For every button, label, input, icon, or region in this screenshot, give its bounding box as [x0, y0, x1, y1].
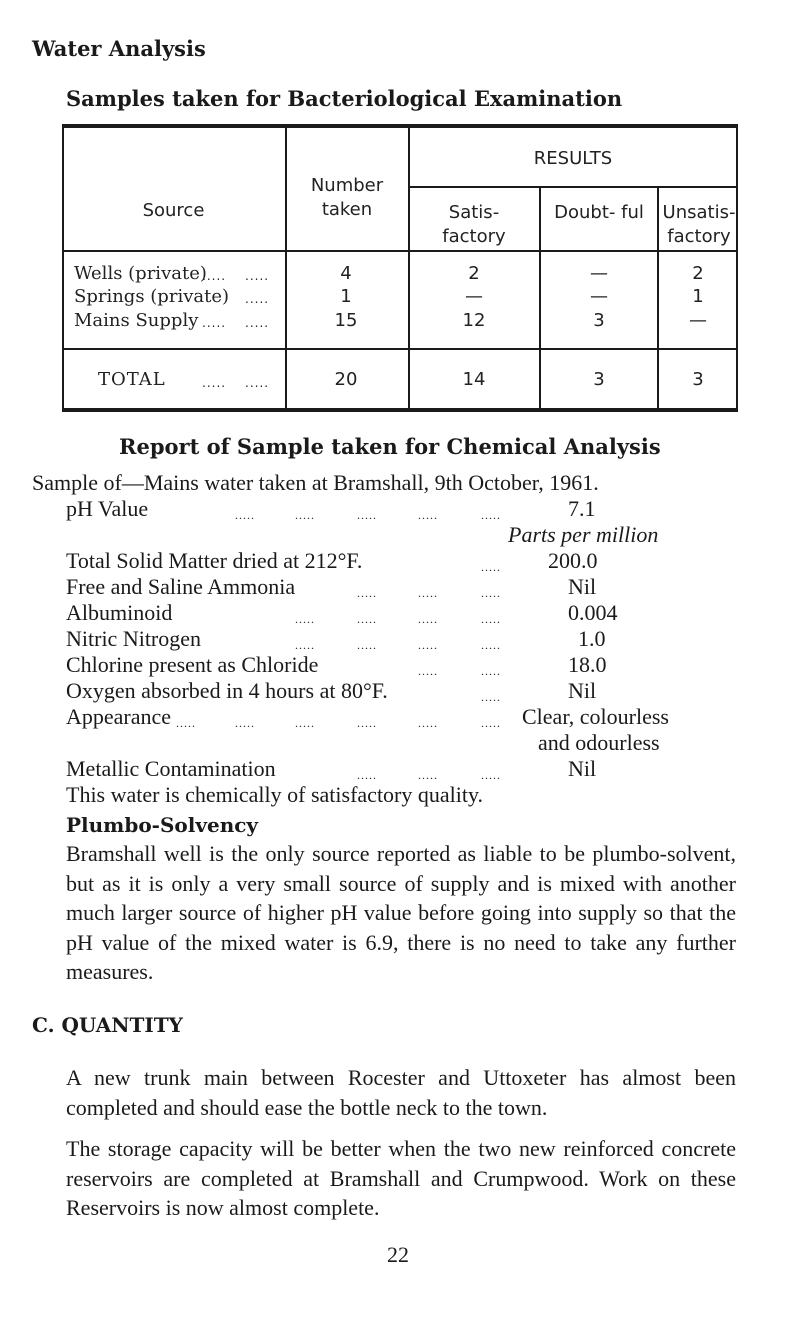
analysis-value: 200.0: [548, 548, 598, 573]
table-cell-unsatisfactory: —: [689, 310, 707, 331]
leader-dots: .....: [202, 376, 227, 390]
leader-dots: .....: [481, 560, 501, 574]
header-unsatisfactory: Unsatis- factory: [662, 202, 736, 247]
page-number: 22: [387, 1242, 409, 1267]
table-total-unsatisfactory: 3: [692, 369, 704, 390]
analysis-label: Albuminoid: [66, 600, 173, 625]
table-cell-number: 1: [340, 286, 352, 307]
leader-dots: .....: [481, 690, 501, 704]
leader-dots: .....: [418, 664, 438, 678]
leader-dots: .....: [245, 376, 270, 390]
table-top-rule: [62, 124, 738, 128]
appearance-value: Clear, colourless: [522, 704, 669, 729]
leader-dots: .....: [295, 716, 315, 730]
leader-dots: .....: [202, 316, 227, 330]
leader-dots: .....: [357, 638, 377, 652]
analysis-label: Nitric Nitrogen: [66, 626, 202, 651]
header-results: RESULTS: [533, 148, 613, 169]
leader-dots: .....: [357, 586, 377, 600]
table-cell-source: Springs (private): [74, 286, 230, 307]
ph-label: pH Value: [66, 496, 149, 521]
table-total-satisfactory: 14: [462, 369, 486, 390]
results-header-rule: [408, 186, 738, 188]
metallic-value: Nil: [568, 756, 597, 781]
page-heading: Water Analysis: [32, 36, 206, 61]
total-top-rule: [62, 348, 738, 350]
bacteriological-table: [62, 124, 738, 412]
table-cell-unsatisfactory: 1: [692, 286, 704, 307]
table-cell-satisfactory: —: [465, 286, 483, 307]
analysis-label: Total Solid Matter dried at 212°F.: [66, 548, 363, 573]
conclusion-text: This water is chemically of satisfactory quality.: [66, 782, 484, 807]
header-source: Source: [142, 200, 205, 221]
leader-dots: .....: [418, 638, 438, 652]
analysis-label: Oxygen absorbed in 4 hours at 80°F.: [66, 678, 388, 703]
leader-dots: .....: [295, 508, 315, 522]
leader-dots: .....: [418, 508, 438, 522]
column-divider: [657, 186, 659, 412]
quantity-paragraph: A new trunk main between Rocester and Uttoxeter has almost been completed and should ease the bottle neck to the town.: [66, 1065, 736, 1120]
analysis-value: 18.0: [568, 652, 607, 677]
table-cell-doubtful: 3: [593, 310, 605, 331]
table-cell-doubtful: —: [590, 286, 608, 307]
analysis-label: Chlorine present as Chloride: [66, 652, 319, 677]
header-satisfactory: Satis- factory: [442, 202, 506, 247]
sample-description: Sample of—Mains water taken at Bramshall, 9th October, 1961.: [32, 470, 599, 495]
leader-dots: .....: [418, 612, 438, 626]
table-cell-satisfactory: 12: [462, 310, 486, 331]
analysis-value: Nil: [568, 678, 597, 703]
table-left-border: [62, 124, 64, 412]
table-total-doubtful: 3: [593, 369, 605, 390]
leader-dots: .....: [245, 316, 270, 330]
leader-dots: .....: [357, 508, 377, 522]
leader-dots: .....: [202, 269, 227, 283]
ph-value: 7.1: [568, 496, 596, 521]
analysis-value: 1.0: [578, 626, 606, 651]
bacteriological-title: Samples taken for Bacteriological Examination: [66, 86, 623, 111]
leader-dots: .....: [295, 612, 315, 626]
leader-dots: .....: [235, 508, 255, 522]
leader-dots: .....: [235, 716, 255, 730]
leader-dots: .....: [481, 664, 501, 678]
table-cell-number: 15: [334, 310, 358, 331]
appearance-value-continued: and odourless: [538, 730, 660, 755]
leader-dots: .....: [418, 768, 438, 782]
table-bottom-rule: [62, 408, 738, 412]
quantity-paragraph: The storage capacity will be better when the two new reinforced concrete reservoirs are completed at Bramshall and Crumpwood. Work on these Reservoirs is now almost complete.: [66, 1136, 736, 1220]
appearance-label: Appearance: [66, 704, 172, 729]
metallic-label: Metallic Contamination: [66, 756, 276, 781]
analysis-label: Free and Saline Ammonia: [66, 574, 296, 599]
chemical-report-title: Report of Sample taken for Chemical Analysis: [119, 434, 661, 459]
leader-dots: .....: [295, 638, 315, 652]
analysis-value: 0.004: [568, 600, 618, 625]
table-total-label: TOTAL: [98, 369, 166, 390]
column-divider: [285, 124, 287, 412]
header-number-taken: Number taken: [310, 175, 384, 220]
leader-dots: .....: [418, 586, 438, 600]
quantity-title: C. QUANTITY: [32, 1013, 183, 1037]
leader-dots: .....: [245, 269, 270, 283]
header-doubtful: Doubt- ful: [554, 202, 644, 223]
table-cell-number: 4: [340, 263, 352, 284]
table-cell-doubtful: —: [590, 263, 608, 284]
leader-dots: .....: [357, 716, 377, 730]
table-cell-source: Mains Supply: [74, 310, 199, 331]
leader-dots: .....: [176, 716, 196, 730]
leader-dots: .....: [481, 716, 501, 730]
leader-dots: .....: [418, 716, 438, 730]
plumbo-paragraph: Bramshall well is the only source reported as liable to be plumbo-solvent, but as it is only a very small source of supply and is mixed with another much larger source of higher pH value before going into supply so that the pH value of the mixed water is 6.9, there is no need to take any further measures.: [66, 841, 736, 984]
leader-dots: .....: [481, 612, 501, 626]
table-cell-unsatisfactory: 2: [692, 263, 704, 284]
analysis-value: Nil: [568, 574, 597, 599]
header-bottom-rule: [62, 250, 738, 252]
table-total-number: 20: [334, 369, 358, 390]
column-divider: [539, 186, 541, 412]
leader-dots: .....: [481, 768, 501, 782]
plumbo-title: Plumbo-Solvency: [66, 813, 259, 837]
leader-dots: .....: [481, 638, 501, 652]
leader-dots: .....: [481, 586, 501, 600]
leader-dots: .....: [481, 508, 501, 522]
table-cell-source: Wells (private): [74, 263, 207, 284]
leader-dots: .....: [357, 768, 377, 782]
units-label: Parts per million: [508, 522, 659, 547]
leader-dots: .....: [357, 612, 377, 626]
leader-dots: .....: [245, 292, 270, 306]
table-cell-satisfactory: 2: [468, 263, 480, 284]
